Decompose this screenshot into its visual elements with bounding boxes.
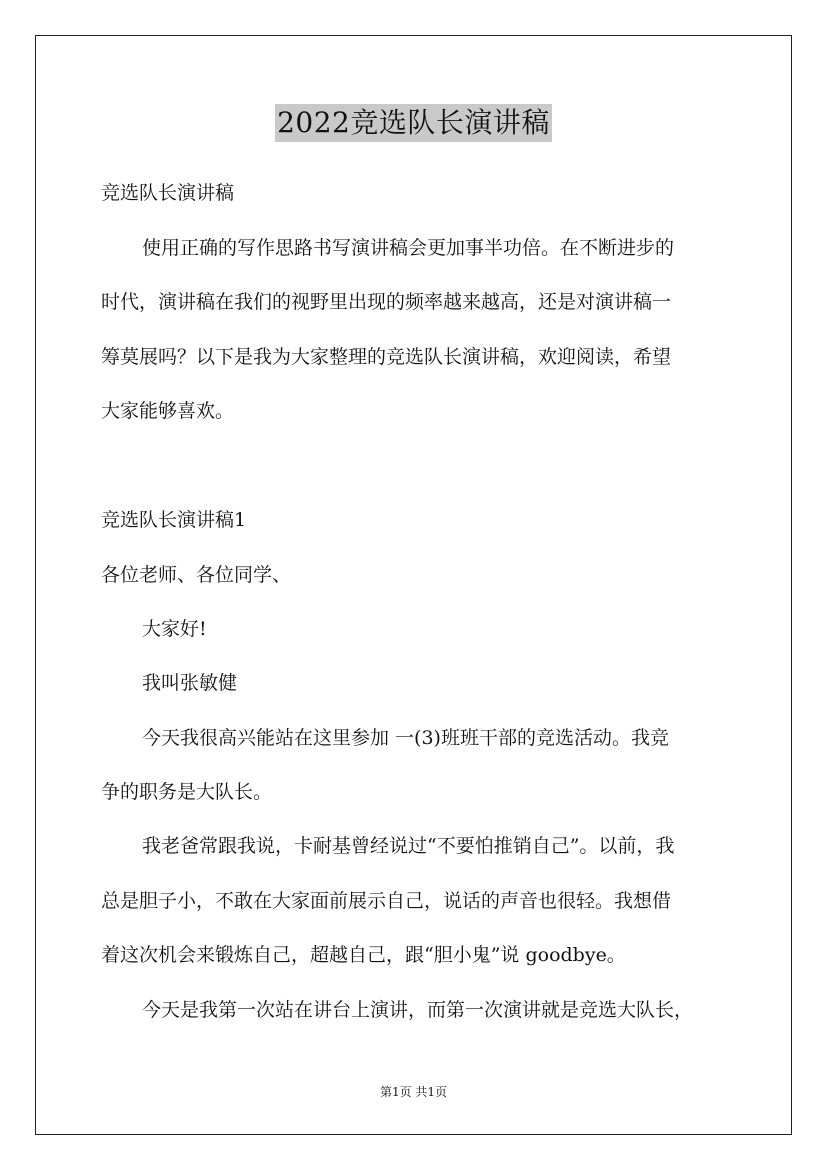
subtitle-line: 竞选队长演讲稿: [101, 182, 235, 204]
salutation-line: 各位老师、各位同学、: [101, 564, 292, 586]
body-line-3: 我老爸常跟我说，卡耐基曾经说过“不要怕推销自己”。以前，我: [142, 835, 675, 857]
intro-line-4: 大家能够喜欢。: [101, 400, 235, 422]
body-line-2: 争的职务是大队长。: [101, 781, 273, 803]
intro-line-2: 时代，演讲稿在我们的视野里出现的频率越来越高，还是对演讲稿一: [101, 291, 672, 313]
intro-line-1: 使用正确的写作思路书写演讲稿会更加事半功倍。在不断进步的: [142, 237, 675, 259]
body-line-5: 着这次机会来锻炼自己，超越自己，跟“胆小鬼”说 goodbye。: [101, 944, 626, 966]
body-line-4: 总是胆子小，不敢在大家面前展示自己，说话的声音也很轻。我想借: [101, 890, 672, 912]
body-line-1: 今天我很高兴能站在这里参加 一(3)班班干部的竞选活动。我竞: [142, 727, 669, 749]
intro-line-3: 筹莫展吗？以下是我为大家整理的竞选队长演讲稿，欢迎阅读，希望: [101, 346, 672, 368]
title-container: [0, 104, 827, 142]
document-title: 2022竞选队长演讲稿: [275, 104, 552, 142]
page-number-footer: 第1页 共1页: [379, 1085, 448, 1099]
body-line-6: 今天是我第一次站在讲台上演讲，而第一次演讲就是竞选大队长，: [142, 999, 694, 1021]
greeting-line: 大家好!: [142, 618, 207, 640]
section-heading: 竞选队长演讲稿1: [101, 509, 247, 531]
name-line: 我叫张敏健: [142, 672, 238, 694]
